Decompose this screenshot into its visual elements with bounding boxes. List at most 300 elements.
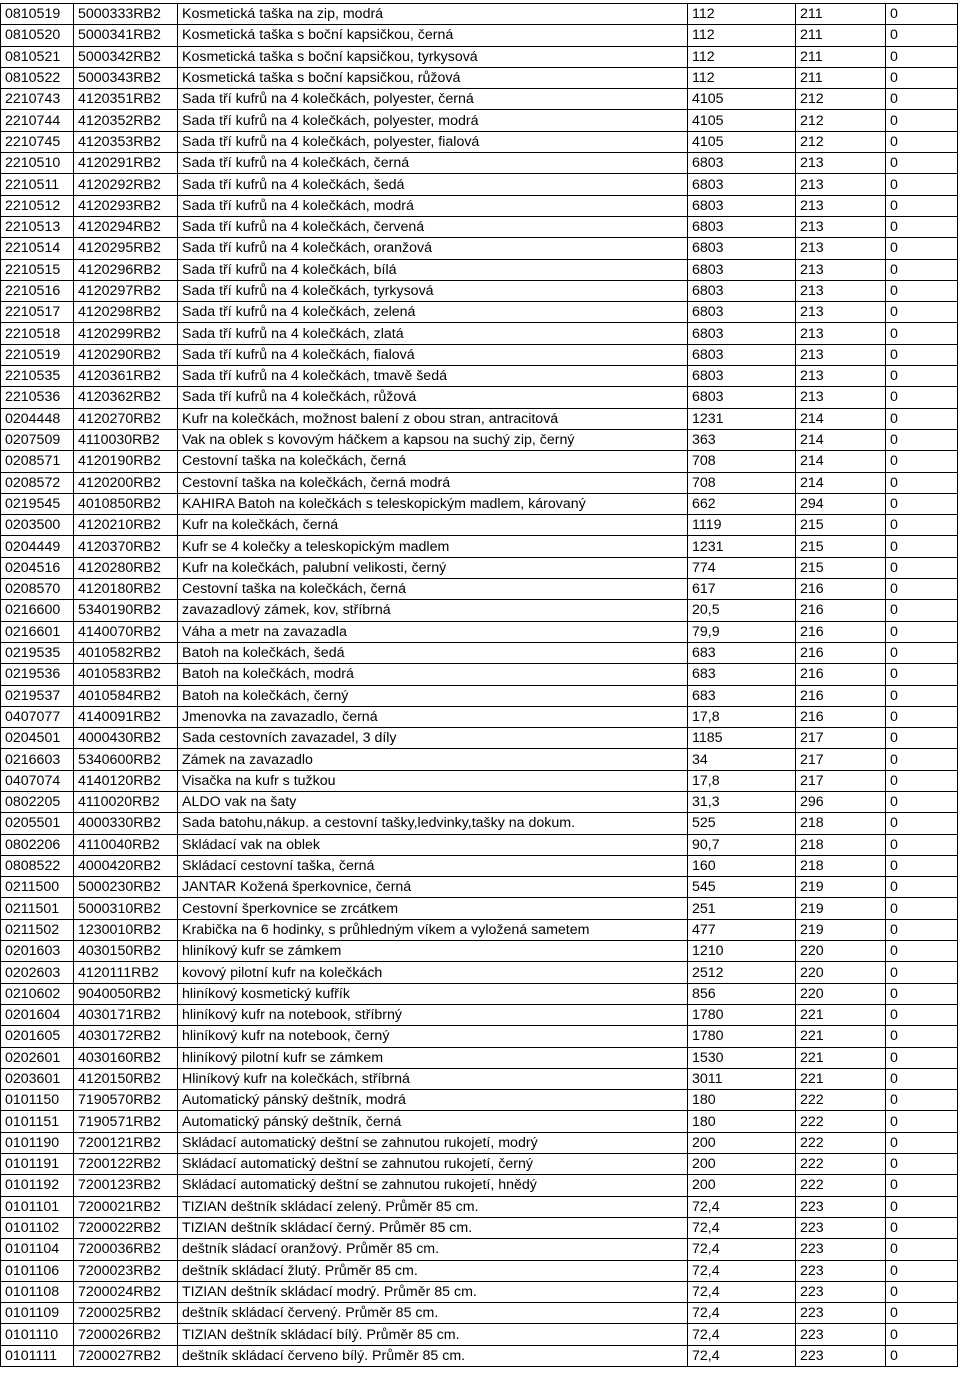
catalog-number-cell: 4120280RB2: [74, 557, 178, 578]
price-cell: 72,4: [688, 1281, 796, 1302]
description-cell: deštník skládací červeno bílý. Průměr 85 cm.: [178, 1345, 688, 1366]
flag-cell: 0: [886, 749, 958, 770]
flag-cell: 0: [886, 1324, 958, 1345]
table-row: [1, 1026, 958, 1047]
product-code-cell: 2210510: [1, 153, 74, 174]
description-cell: Hliníkový kufr na kolečkách, stříbrná: [178, 1068, 688, 1089]
price-cell: 6803: [688, 153, 796, 174]
table-row: [1, 1303, 958, 1324]
group-cell: 221: [796, 1026, 886, 1047]
table-row: [1, 557, 958, 578]
flag-cell: 0: [886, 216, 958, 237]
table-row: [1, 1132, 958, 1153]
group-cell: 215: [796, 515, 886, 536]
description-cell: hliníkový kufr se zámkem: [178, 941, 688, 962]
group-cell: 214: [796, 472, 886, 493]
description-cell: Vak na oblek s kovovým háčkem a kapsou na suchý zip, černý: [178, 429, 688, 450]
product-code-cell: 0216600: [1, 600, 74, 621]
description-cell: Sada tří kufrů na 4 kolečkách, červená: [178, 216, 688, 237]
table-row: [1, 855, 958, 876]
price-cell: 72,4: [688, 1217, 796, 1238]
product-code-cell: 0204449: [1, 536, 74, 557]
table-row: [1, 898, 958, 919]
product-code-cell: 0208571: [1, 451, 74, 472]
product-code-cell: 0101192: [1, 1175, 74, 1196]
catalog-number-cell: 7200021RB2: [74, 1196, 178, 1217]
table-row: [1, 1175, 958, 1196]
catalog-number-cell: 4120298RB2: [74, 302, 178, 323]
description-cell: JANTAR Kožená šperkovnice, černá: [178, 877, 688, 898]
product-code-cell: 2210516: [1, 280, 74, 301]
description-cell: deštník skládací červený. Průměr 85 cm.: [178, 1303, 688, 1324]
product-code-cell: 0810519: [1, 4, 74, 25]
product-code-cell: 2210517: [1, 302, 74, 323]
product-code-cell: 0101110: [1, 1324, 74, 1345]
price-cell: 3011: [688, 1068, 796, 1089]
description-cell: Skládací automatický deštní se zahnutou rukojetí, modrý: [178, 1132, 688, 1153]
flag-cell: 0: [886, 706, 958, 727]
flag-cell: 0: [886, 1090, 958, 1111]
group-cell: 215: [796, 536, 886, 557]
price-cell: 72,4: [688, 1239, 796, 1260]
group-cell: 218: [796, 834, 886, 855]
table-row: [1, 685, 958, 706]
group-cell: 214: [796, 408, 886, 429]
group-cell: 222: [796, 1132, 886, 1153]
description-cell: TIZIAN deštník skládací zelený. Průměr 85 cm.: [178, 1196, 688, 1217]
description-cell: Sada tří kufrů na 4 kolečkách, polyester, černá: [178, 89, 688, 110]
table-row: [1, 46, 958, 67]
catalog-number-cell: 4120351RB2: [74, 89, 178, 110]
price-cell: 6803: [688, 195, 796, 216]
price-cell: 17,8: [688, 706, 796, 727]
price-cell: 1780: [688, 1026, 796, 1047]
table-row: [1, 408, 958, 429]
product-code-cell: 0802206: [1, 834, 74, 855]
product-code-cell: 2210514: [1, 238, 74, 259]
catalog-number-cell: 4120180RB2: [74, 579, 178, 600]
price-cell: 112: [688, 4, 796, 25]
product-code-cell: 0201603: [1, 941, 74, 962]
catalog-number-cell: 4000430RB2: [74, 728, 178, 749]
description-cell: Jmenovka na zavazadlo, černá: [178, 706, 688, 727]
group-cell: 223: [796, 1303, 886, 1324]
description-cell: Cestovní taška na kolečkách, černá modrá: [178, 472, 688, 493]
group-cell: 222: [796, 1175, 886, 1196]
flag-cell: 0: [886, 983, 958, 1004]
group-cell: 223: [796, 1239, 886, 1260]
product-code-cell: 2210512: [1, 195, 74, 216]
price-cell: 708: [688, 451, 796, 472]
flag-cell: 0: [886, 579, 958, 600]
product-code-cell: 0101101: [1, 1196, 74, 1217]
description-cell: Sada tří kufrů na 4 kolečkách, tmavě šedá: [178, 366, 688, 387]
group-cell: 221: [796, 1068, 886, 1089]
flag-cell: 0: [886, 1111, 958, 1132]
table-row: [1, 579, 958, 600]
table-row: [1, 1239, 958, 1260]
price-cell: 4105: [688, 131, 796, 152]
group-cell: 217: [796, 770, 886, 791]
catalog-number-cell: 4120270RB2: [74, 408, 178, 429]
flag-cell: 0: [886, 1154, 958, 1175]
description-cell: Sada tří kufrů na 4 kolečkách, modrá: [178, 195, 688, 216]
table-row: [1, 1281, 958, 1302]
description-cell: Batoh na kolečkách, modrá: [178, 664, 688, 685]
price-cell: 363: [688, 429, 796, 450]
flag-cell: 0: [886, 813, 958, 834]
catalog-number-cell: 7200022RB2: [74, 1217, 178, 1238]
catalog-number-cell: 7200122RB2: [74, 1154, 178, 1175]
flag-cell: 0: [886, 621, 958, 642]
catalog-number-cell: 7200026RB2: [74, 1324, 178, 1345]
product-table: [0, 3, 958, 1367]
price-cell: 1119: [688, 515, 796, 536]
price-cell: 1231: [688, 536, 796, 557]
description-cell: Visačka na kufr s tužkou: [178, 770, 688, 791]
flag-cell: 0: [886, 1026, 958, 1047]
product-code-cell: 0802205: [1, 791, 74, 812]
table-row: [1, 749, 958, 770]
price-cell: 200: [688, 1175, 796, 1196]
description-cell: Automatický pánský deštník, modrá: [178, 1090, 688, 1111]
description-cell: KAHIRA Batoh na kolečkách s teleskopickým madlem, károvaný: [178, 493, 688, 514]
product-code-cell: 0205501: [1, 813, 74, 834]
product-code-cell: 0203601: [1, 1068, 74, 1089]
price-cell: 683: [688, 642, 796, 663]
group-cell: 222: [796, 1090, 886, 1111]
description-cell: Váha a metr na zavazadla: [178, 621, 688, 642]
description-cell: Sada tří kufrů na 4 kolečkách, polyester, modrá: [178, 110, 688, 131]
flag-cell: 0: [886, 1068, 958, 1089]
table-row: [1, 472, 958, 493]
price-cell: 6803: [688, 366, 796, 387]
catalog-number-cell: 7200027RB2: [74, 1345, 178, 1366]
description-cell: hliníkový pilotní kufr se zámkem: [178, 1047, 688, 1068]
table-row: [1, 621, 958, 642]
table-row: [1, 1217, 958, 1238]
price-cell: 34: [688, 749, 796, 770]
price-cell: 708: [688, 472, 796, 493]
flag-cell: 0: [886, 557, 958, 578]
group-cell: 213: [796, 302, 886, 323]
catalog-number-cell: 4120200RB2: [74, 472, 178, 493]
price-cell: 17,8: [688, 770, 796, 791]
catalog-number-cell: 4010583RB2: [74, 664, 178, 685]
price-cell: 180: [688, 1090, 796, 1111]
group-cell: 216: [796, 579, 886, 600]
catalog-number-cell: 5000341RB2: [74, 25, 178, 46]
group-cell: 216: [796, 685, 886, 706]
flag-cell: 0: [886, 1281, 958, 1302]
group-cell: 217: [796, 749, 886, 770]
catalog-number-cell: 4120293RB2: [74, 195, 178, 216]
product-code-cell: 0211502: [1, 919, 74, 940]
group-cell: 216: [796, 600, 886, 621]
flag-cell: 0: [886, 728, 958, 749]
group-cell: 211: [796, 4, 886, 25]
product-code-cell: 0204501: [1, 728, 74, 749]
price-cell: 200: [688, 1154, 796, 1175]
price-cell: 160: [688, 855, 796, 876]
table-row: [1, 1345, 958, 1366]
table-row: [1, 387, 958, 408]
table-row: [1, 366, 958, 387]
flag-cell: 0: [886, 1132, 958, 1153]
flag-cell: 0: [886, 408, 958, 429]
group-cell: 220: [796, 962, 886, 983]
table-row: [1, 67, 958, 88]
description-cell: Zámek na zavazadlo: [178, 749, 688, 770]
price-cell: 6803: [688, 216, 796, 237]
group-cell: 221: [796, 1047, 886, 1068]
catalog-number-cell: 4110030RB2: [74, 429, 178, 450]
product-code-cell: 0210602: [1, 983, 74, 1004]
price-cell: 72,4: [688, 1345, 796, 1366]
flag-cell: 0: [886, 685, 958, 706]
description-cell: Krabička na 6 hodinky, s průhledným víkem a vyložená sametem: [178, 919, 688, 940]
table-row: [1, 131, 958, 152]
group-cell: 211: [796, 46, 886, 67]
table-row: [1, 1154, 958, 1175]
product-code-cell: 0216601: [1, 621, 74, 642]
description-cell: Skládací vak na oblek: [178, 834, 688, 855]
product-code-cell: 0211501: [1, 898, 74, 919]
price-cell: 1185: [688, 728, 796, 749]
flag-cell: 0: [886, 962, 958, 983]
product-code-cell: 0407074: [1, 770, 74, 791]
product-code-cell: 0202601: [1, 1047, 74, 1068]
product-code-cell: 0810522: [1, 67, 74, 88]
table-row: [1, 1047, 958, 1068]
group-cell: 213: [796, 195, 886, 216]
table-row: [1, 1004, 958, 1025]
catalog-number-cell: 4120210RB2: [74, 515, 178, 536]
description-cell: Kufr na kolečkách, palubní velikosti, černý: [178, 557, 688, 578]
price-cell: 6803: [688, 323, 796, 344]
price-cell: 72,4: [688, 1324, 796, 1345]
price-cell: 72,4: [688, 1303, 796, 1324]
table-row: [1, 706, 958, 727]
catalog-number-cell: 4120370RB2: [74, 536, 178, 557]
product-code-cell: 2210536: [1, 387, 74, 408]
price-cell: 6803: [688, 302, 796, 323]
catalog-number-cell: 4030172RB2: [74, 1026, 178, 1047]
price-cell: 856: [688, 983, 796, 1004]
catalog-number-cell: 4120299RB2: [74, 323, 178, 344]
catalog-number-cell: 4120290RB2: [74, 344, 178, 365]
catalog-number-cell: 4030171RB2: [74, 1004, 178, 1025]
catalog-number-cell: 5340190RB2: [74, 600, 178, 621]
flag-cell: 0: [886, 1175, 958, 1196]
catalog-number-cell: 4120291RB2: [74, 153, 178, 174]
price-cell: 20,5: [688, 600, 796, 621]
price-cell: 525: [688, 813, 796, 834]
product-code-cell: 0101102: [1, 1217, 74, 1238]
description-cell: Skládací cestovní taška, černá: [178, 855, 688, 876]
description-cell: Sada tří kufrů na 4 kolečkách, zelená: [178, 302, 688, 323]
flag-cell: 0: [886, 1303, 958, 1324]
group-cell: 213: [796, 153, 886, 174]
description-cell: hliníkový kufr na notebook, černý: [178, 1026, 688, 1047]
catalog-number-cell: 4110020RB2: [74, 791, 178, 812]
price-cell: 774: [688, 557, 796, 578]
table-row: [1, 728, 958, 749]
group-cell: 222: [796, 1111, 886, 1132]
flag-cell: 0: [886, 174, 958, 195]
table-row: [1, 600, 958, 621]
group-cell: 223: [796, 1217, 886, 1238]
product-code-cell: 0219537: [1, 685, 74, 706]
description-cell: Kosmetická taška s boční kapsičkou, černá: [178, 25, 688, 46]
price-cell: 6803: [688, 259, 796, 280]
description-cell: Sada tří kufrů na 4 kolečkách, černá: [178, 153, 688, 174]
price-cell: 662: [688, 493, 796, 514]
group-cell: 216: [796, 642, 886, 663]
description-cell: ALDO vak na šaty: [178, 791, 688, 812]
product-code-cell: 0407077: [1, 706, 74, 727]
description-cell: Kosmetická taška s boční kapsičkou, růžová: [178, 67, 688, 88]
table-row: [1, 451, 958, 472]
catalog-number-cell: 4120353RB2: [74, 131, 178, 152]
product-code-cell: 2210744: [1, 110, 74, 131]
flag-cell: 0: [886, 238, 958, 259]
catalog-number-cell: 7200024RB2: [74, 1281, 178, 1302]
table-row: [1, 536, 958, 557]
flag-cell: 0: [886, 259, 958, 280]
product-code-cell: 0219536: [1, 664, 74, 685]
flag-cell: 0: [886, 451, 958, 472]
group-cell: 213: [796, 323, 886, 344]
product-code-cell: 0204448: [1, 408, 74, 429]
product-code-cell: 2210519: [1, 344, 74, 365]
product-code-cell: 0219535: [1, 642, 74, 663]
group-cell: 216: [796, 621, 886, 642]
group-cell: 294: [796, 493, 886, 514]
flag-cell: 0: [886, 472, 958, 493]
catalog-number-cell: 4120352RB2: [74, 110, 178, 131]
flag-cell: 0: [886, 1345, 958, 1366]
table-row: [1, 983, 958, 1004]
table-row: [1, 941, 958, 962]
price-cell: 112: [688, 67, 796, 88]
flag-cell: 0: [886, 855, 958, 876]
price-cell: 1530: [688, 1047, 796, 1068]
flag-cell: 0: [886, 1217, 958, 1238]
description-cell: Sada tří kufrů na 4 kolečkách, fialová: [178, 344, 688, 365]
group-cell: 219: [796, 898, 886, 919]
table-row: [1, 1111, 958, 1132]
price-cell: 477: [688, 919, 796, 940]
product-code-cell: 0204516: [1, 557, 74, 578]
price-cell: 683: [688, 664, 796, 685]
description-cell: Sada tří kufrů na 4 kolečkách, zlatá: [178, 323, 688, 344]
flag-cell: 0: [886, 4, 958, 25]
catalog-number-cell: 4140070RB2: [74, 621, 178, 642]
catalog-number-cell: 5000342RB2: [74, 46, 178, 67]
catalog-number-cell: 4120295RB2: [74, 238, 178, 259]
description-cell: hliníkový kosmetický kufřík: [178, 983, 688, 1004]
table-row: [1, 4, 958, 25]
description-cell: hliníkový kufr na notebook, stříbrný: [178, 1004, 688, 1025]
price-cell: 6803: [688, 174, 796, 195]
price-cell: 6803: [688, 238, 796, 259]
description-cell: Sada batohu,nákup. a cestovní tašky,ledvinky,tašky na dokum.: [178, 813, 688, 834]
product-code-cell: 0810520: [1, 25, 74, 46]
table-row: [1, 919, 958, 940]
table-row: [1, 344, 958, 365]
flag-cell: 0: [886, 25, 958, 46]
product-code-cell: 2210513: [1, 216, 74, 237]
price-cell: 112: [688, 25, 796, 46]
group-cell: 213: [796, 344, 886, 365]
flag-cell: 0: [886, 67, 958, 88]
description-cell: TIZIAN deštník skládací modrý. Průměr 85 cm.: [178, 1281, 688, 1302]
flag-cell: 0: [886, 642, 958, 663]
product-code-cell: 2210518: [1, 323, 74, 344]
product-code-cell: 0201605: [1, 1026, 74, 1047]
group-cell: 221: [796, 1004, 886, 1025]
price-cell: 6803: [688, 280, 796, 301]
table-body: [1, 4, 958, 1367]
flag-cell: 0: [886, 1047, 958, 1068]
catalog-number-cell: 4140091RB2: [74, 706, 178, 727]
catalog-number-cell: 5000230RB2: [74, 877, 178, 898]
price-cell: 2512: [688, 962, 796, 983]
group-cell: 213: [796, 259, 886, 280]
description-cell: Kosmetická taška s boční kapsičkou, tyrkysová: [178, 46, 688, 67]
table-row: [1, 1260, 958, 1281]
group-cell: 219: [796, 877, 886, 898]
table-row: [1, 664, 958, 685]
product-code-cell: 0101109: [1, 1303, 74, 1324]
price-cell: 545: [688, 877, 796, 898]
product-code-cell: 2210743: [1, 89, 74, 110]
price-cell: 251: [688, 898, 796, 919]
group-cell: 211: [796, 25, 886, 46]
description-cell: Kufr na kolečkách, černá: [178, 515, 688, 536]
catalog-number-cell: 4010582RB2: [74, 642, 178, 663]
group-cell: 219: [796, 919, 886, 940]
description-cell: Sada cestovních zavazadel, 3 díly: [178, 728, 688, 749]
catalog-number-cell: 4120294RB2: [74, 216, 178, 237]
catalog-number-cell: 1230010RB2: [74, 919, 178, 940]
table-row: [1, 429, 958, 450]
group-cell: 214: [796, 451, 886, 472]
table-row: [1, 153, 958, 174]
table-row: [1, 259, 958, 280]
flag-cell: 0: [886, 366, 958, 387]
catalog-number-cell: 5340600RB2: [74, 749, 178, 770]
description-cell: Skládací automatický deštní se zahnutou rukojetí, hnědý: [178, 1175, 688, 1196]
group-cell: 213: [796, 238, 886, 259]
description-cell: Automatický pánský deštník, černá: [178, 1111, 688, 1132]
price-cell: 6803: [688, 387, 796, 408]
table-row: [1, 1196, 958, 1217]
catalog-number-cell: 7200121RB2: [74, 1132, 178, 1153]
description-cell: Skládací automatický deštní se zahnutou rukojetí, černý: [178, 1154, 688, 1175]
group-cell: 211: [796, 67, 886, 88]
description-cell: Batoh na kolečkách, černý: [178, 685, 688, 706]
flag-cell: 0: [886, 1196, 958, 1217]
product-code-cell: 0101151: [1, 1111, 74, 1132]
catalog-number-cell: 7190571RB2: [74, 1111, 178, 1132]
flag-cell: 0: [886, 1004, 958, 1025]
product-code-cell: 0101106: [1, 1260, 74, 1281]
flag-cell: 0: [886, 791, 958, 812]
group-cell: 296: [796, 791, 886, 812]
product-code-cell: 2210511: [1, 174, 74, 195]
